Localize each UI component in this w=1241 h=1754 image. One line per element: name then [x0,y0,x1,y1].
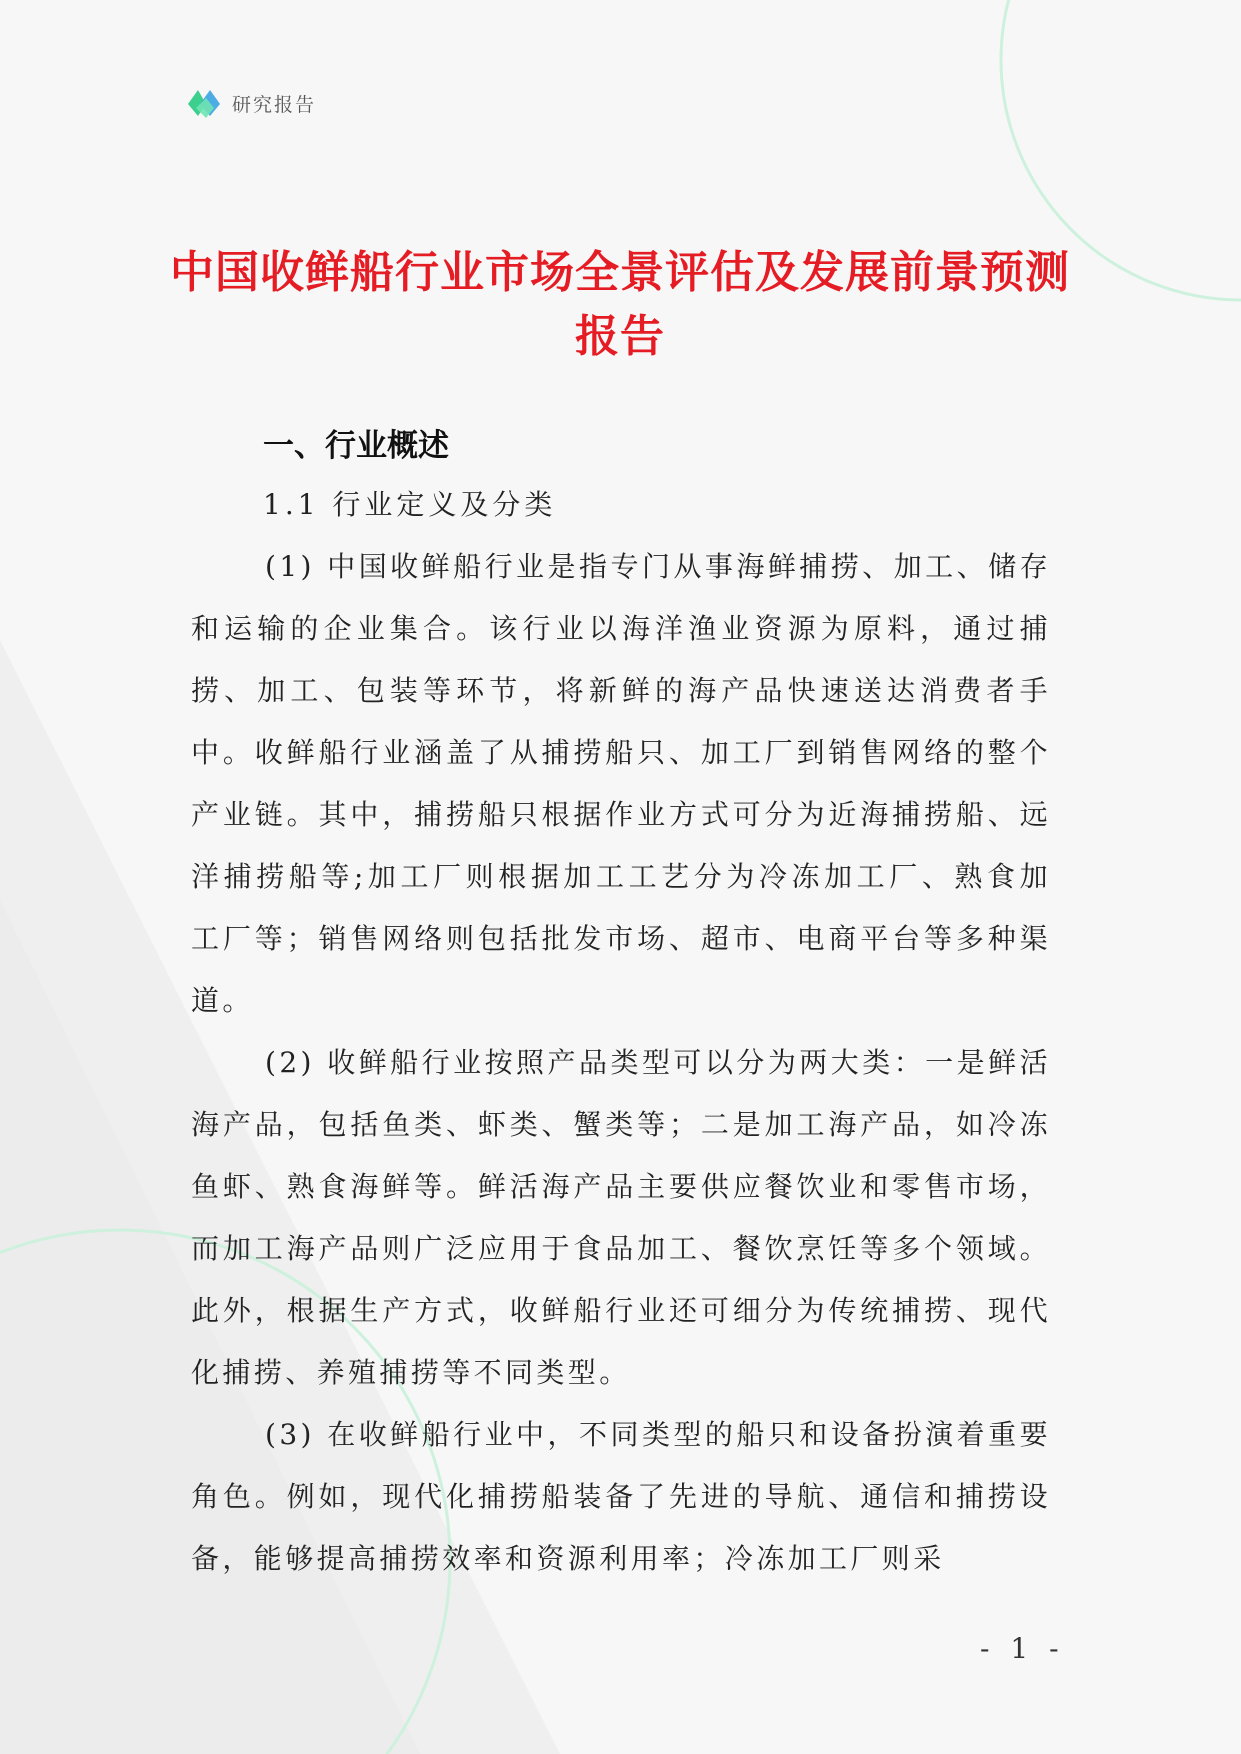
document-title: 中国收鲜船行业市场全景评估及发展前景预测报告 [170,247,1070,363]
paragraph-1: (1) 中国收鲜船行业是指专门从事海鲜捕捞、加工、储存和运输的企业集合。该行业以海洋渔业资源为原料，通过捕捞、加工、包装等环节，将新鲜的海产品快速送达消费者手中。收鲜船行业涵盖了从捕捞船只、加工厂到销售网络的整个产业链。其中，捕捞船只根据作业方式可分为近海捕捞船、远洋捕捞船等;加工厂则根据加工工艺分为冷冻加工厂、熟食加工厂等；销售网络则包括批发市场、超市、电商平台等多种渠道。 [191,550,1051,1017]
logo-icon [186,86,224,120]
document-body [191,536,1051,1590]
section-heading: 一、行业概述 [263,428,449,464]
paragraph-3: (3) 在收鲜船行业中，不同类型的船只和设备扮演着重要角色。例如，现代化捕捞船装备了先进的导航、通信和捕捞设备，能够提高捕捞效率和资源利用率；冷冻加工厂则采 [191,1418,1051,1575]
header-label: 研究报告 [232,93,317,116]
subsection-heading: 1.1 行业定义及分类 [263,488,557,521]
report-header [186,86,316,120]
page-number: - 1 - [980,1632,1065,1665]
paragraph-2: (2) 收鲜船行业按照产品类型可以分为两大类：一是鲜活海产品，包括鱼类、虾类、蟹类等；二是加工海产品，如冷冻鱼虾、熟食海鲜等。鲜活海产品主要供应餐饮业和零售市场，而加工海产品则广泛应用于食品加工、餐饮烹饪等多个领域。此外，根据生产方式，收鲜船行业还可细分为传统捕捞、现代化捕捞、养殖捕捞等不同类型。 [191,1046,1051,1389]
